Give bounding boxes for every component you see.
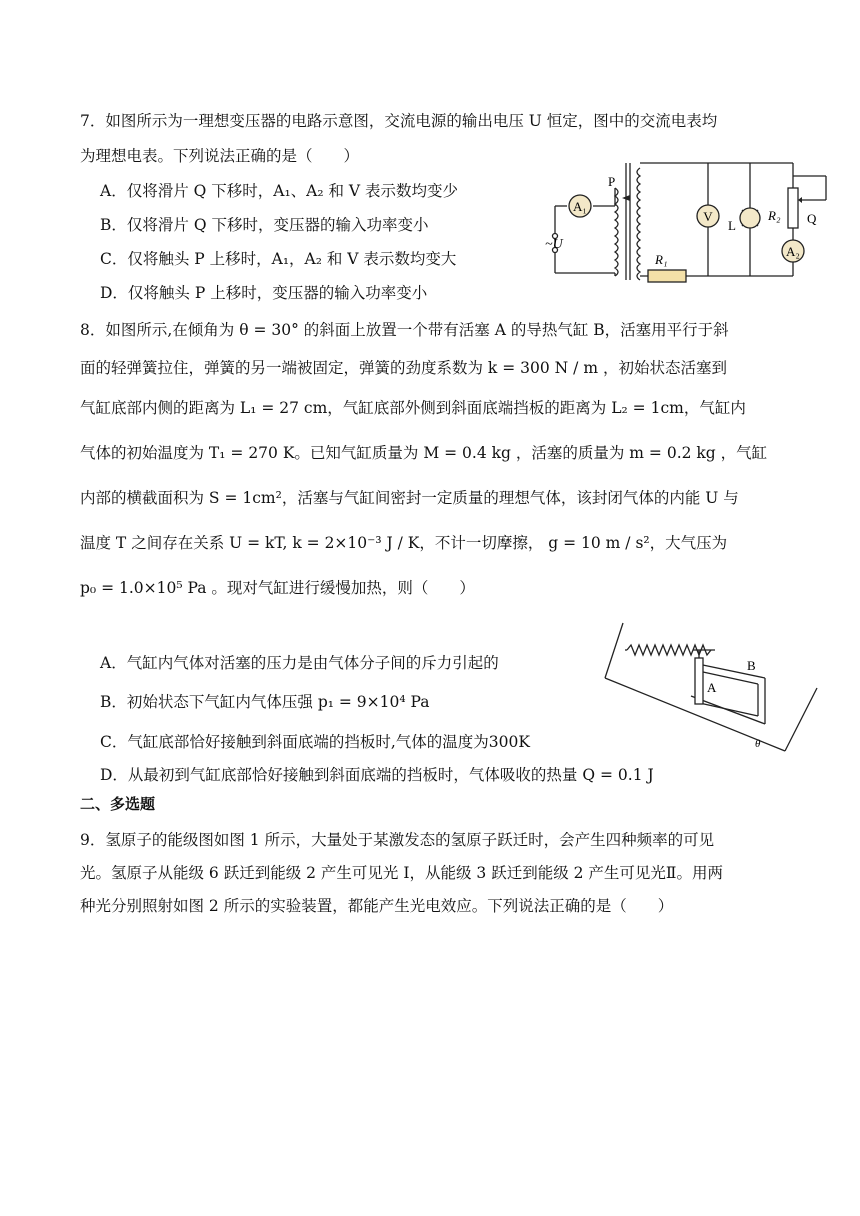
r1-label: R₁ (655, 252, 668, 267)
q8-stem-line5: 内部的横截面积为 S = 1cm²，活塞与气缸间密封一定质量的理想气体，该封闭气体的内能 U 与 (80, 489, 739, 507)
piston-label: A (707, 680, 717, 695)
q8-option-b: B．初始状态下气缸内气体压强 p₁ = 9×10⁴ Pa (100, 693, 430, 711)
section-heading: 二、多选题 (80, 795, 156, 813)
q8-stem-line2: 面的轻弹簧拉住，弹簧的另一端被固定，弹簧的劲度系数为 k = 300 N / m ，初始状态活塞到 (80, 359, 727, 377)
q8-stem-line6: 温度 T 之间存在关系 U = kT, k = 2×10⁻³ J / K，不计一切摩擦， g = 10 m / s²，大气压为 (80, 534, 728, 552)
q8-stem-line3: 气缸底部内侧的距离为 L₁ = 27 cm，气缸底部外侧到斜面底端挡板的距离为 L₂ = 1cm，气缸内 (80, 399, 746, 417)
slider-q-label: Q (807, 211, 817, 226)
r2-label: R₂ (768, 208, 781, 223)
q7-stem-line2: 为理想电表。下列说法正确的是（ ） (80, 147, 360, 165)
q8-option-d: D．从最初到气缸底部恰好接触到斜面底端的挡板时，气体吸收的热量 Q = 0.1 J (100, 766, 654, 784)
q9-stem-line1: 9．氢原子的能级图如图 1 所示，大量处于某激发态的氢原子跃迁时，会产生四种频率的可见 (80, 831, 715, 849)
q8-stem-line7: p₀ = 1.0×10⁵ Pa 。现对气缸进行缓慢加热，则（ ） (80, 579, 475, 597)
angle-label: θ (755, 738, 761, 750)
q8-stem-line1: 8．如图所示,在倾角为 θ = 30° 的斜面上放置一个带有活塞 A 的导热气缸 B，活塞用平行于斜 (80, 321, 729, 339)
q9-stem-line2: 光。氢原子从能级 6 跃迁到能级 2 产生可见光 I，从能级 3 跃迁到能级 2 产生可见光Ⅱ。用两 (80, 864, 723, 882)
lamp-label: L (728, 218, 736, 233)
ammeter-a2-label: A₂ (786, 244, 800, 259)
cylinder-label: B (747, 658, 756, 673)
voltmeter-label: V (703, 209, 713, 224)
source-label: ~U (545, 237, 563, 252)
q8-option-a: A．气缸内气体对活塞的压力是由气体分子间的斥力引起的 (100, 654, 499, 672)
q7-stem-line1: 7．如图所示为一理想变压器的电路示意图，交流电源的输出电压 U 恒定，图中的交流电表均 (80, 112, 718, 130)
q7-option-a: A．仅将滑片 Q 下移时，A₁、A₂ 和 V 表示数均变少 (100, 182, 459, 200)
q7-option-b: B．仅将滑片 Q 下移时，变压器的输入功率变小 (100, 216, 429, 234)
q7-option-c: C．仅将触头 P 上移时，A₁，A₂ 和 V 表示数均变大 (100, 250, 457, 268)
q8-stem-line4: 气体的初始温度为 T₁ = 270 K。已知气缸质量为 M = 0.4 kg ，活塞的质量为 m = 0.2 kg ，气缸 (80, 444, 768, 462)
contact-p-label: P (608, 174, 616, 189)
incline-cylinder-figure (595, 618, 825, 758)
q9-stem-line3: 种光分别照射如图 2 所示的实验装置，都能产生光电效应。下列说法正确的是（ ） (80, 897, 674, 915)
q7-option-d: D．仅将触头 P 上移时，变压器的输入功率变小 (100, 284, 428, 302)
ammeter-a1-label: A₁ (573, 199, 587, 214)
q8-option-c: C．气缸底部恰好接触到斜面底端的挡板时,气体的温度为300K (100, 733, 530, 751)
transformer-circuit-figure (540, 158, 840, 288)
